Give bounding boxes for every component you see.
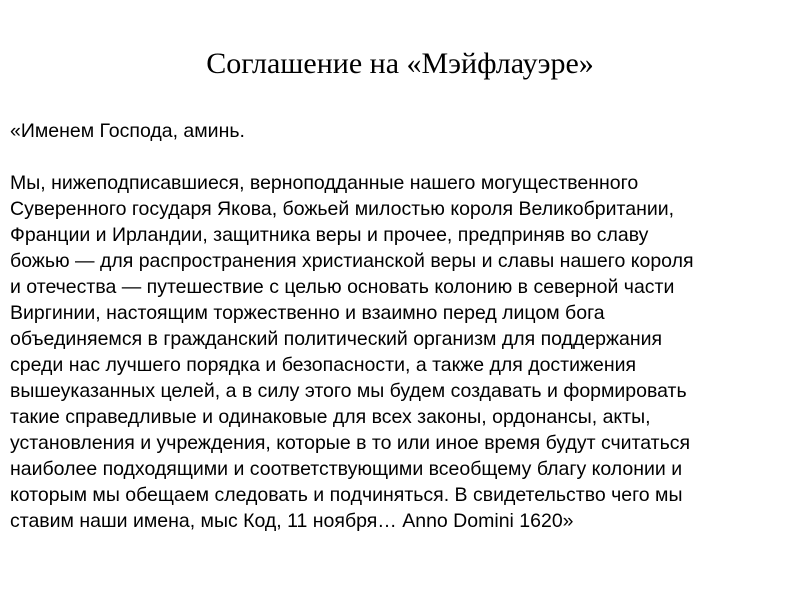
text-line: ставим наши имена, мыс Код, 11 ноября… Anno Domini 1620» <box>10 510 574 532</box>
text-line: Мы, нижеподписавшиеся, верноподданные нашего могущественного <box>10 172 639 194</box>
text-line: среди нас лучшего порядка и безопасности, а также для достижения <box>10 354 637 376</box>
text-line: божью — для распространения христианской веры и славы нашего короля <box>10 250 694 272</box>
paragraph-gap <box>10 144 790 170</box>
text-line: которым мы обещаем следовать и подчиняться. В свидетельство чего мы <box>10 484 683 506</box>
text-line: Суверенного государя Якова, божьей милостью короля Великобритании, <box>10 198 675 220</box>
slide-title: Соглашение на «Мэйфлауэре» <box>206 47 594 80</box>
text-line: наиболее подходящими и соответствующими всеобщему благу колонии и <box>10 458 683 480</box>
text-line: Виргинии, настоящим торжественно и взаимно перед лицом бога <box>10 302 605 324</box>
text-line: вышеуказанных целей, а в силу этого мы будем создавать и формировать <box>10 380 687 402</box>
opening-line: «Именем Господа, аминь. <box>10 120 245 142</box>
text-line: установления и учреждения, которые в то или иное время будут считаться <box>10 432 691 454</box>
document-text <box>10 118 790 534</box>
text-line: такие справедливые и одинаковые для всех законы, ордонансы, акты, <box>10 406 651 428</box>
text-line: Франции и Ирландии, защитника веры и прочее, предприняв во славу <box>10 224 649 246</box>
text-line: объединяемся в гражданский политический организм для поддержания <box>10 328 663 350</box>
text-line: и отечества — путешествие с целью основать колонию в северной части <box>10 276 675 298</box>
